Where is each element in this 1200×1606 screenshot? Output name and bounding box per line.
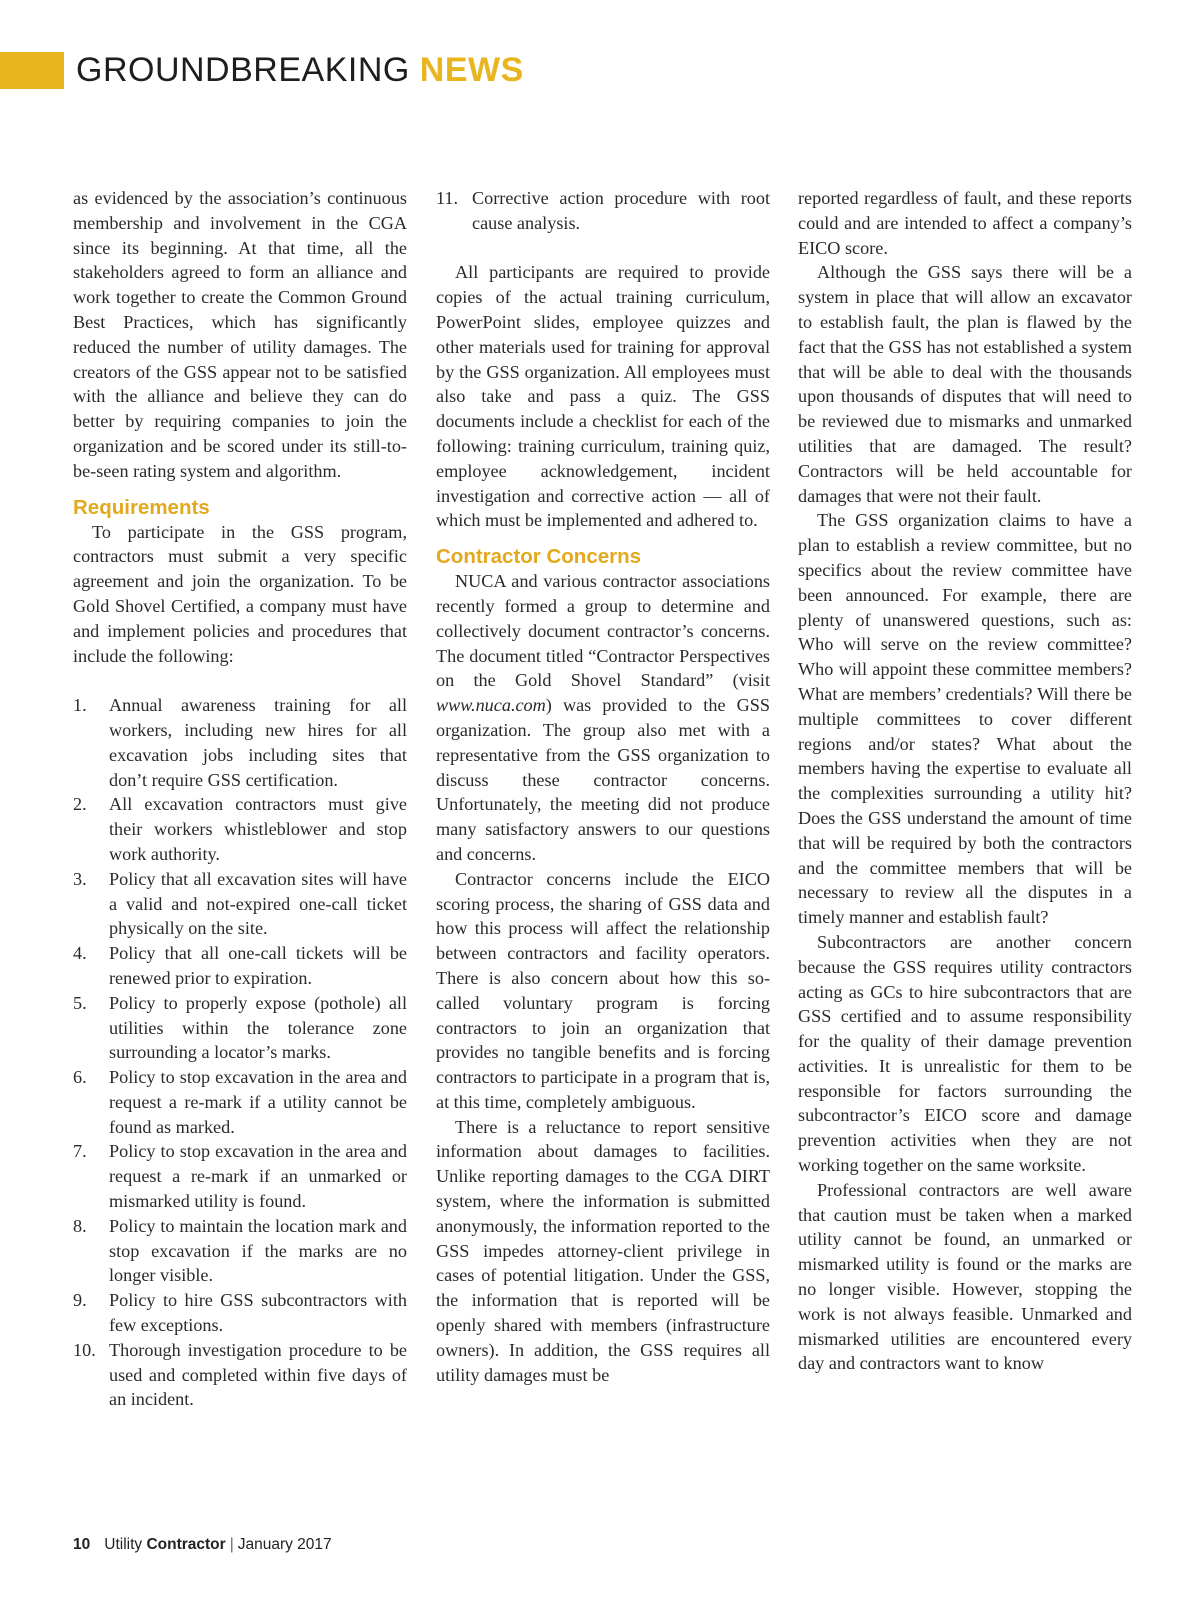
list-item: 8. Policy to maintain the location mark and stop excavation if the marks are no longer visible. bbox=[73, 1215, 407, 1286]
paragraph: Contractor concerns include the EICO scoring process, the sharing of GSS data and how this process will affect the relationship between contractors and facility operators. There is also concern about how this so-called voluntary program is forcing contractors to join an organization that provides no tangible benefits and is forcing contractors to participate in a program that is, at this time, completely ambiguous. bbox=[436, 868, 770, 1112]
heading-contractor-concerns: Contractor Concerns bbox=[436, 545, 642, 569]
paragraph: Although the GSS says there will be a system in place that will allow an excavator to establish fault, the plan is flawed by the fact that the GSS has not established a system that will be able to deal with the thousands upon thousands of disputes that will need to be reviewed due to mismarks and unmarked utilities that are damaged. The result? Contractors will be held accountable for damages that were not their fault. bbox=[798, 262, 1132, 506]
paragraph: Subcontractors are another concern because the GSS requires utility contractors acting as GCs to hire subcontractors that are GSS certified and to assume responsibility for the quality of their damage prevention activities. It is unrealistic for them to be responsible for factors surrounding the subcontractor’s EICO score and damage prevention activities when they are not working together on the same worksite. bbox=[798, 931, 1132, 1176]
nuca-link[interactable]: www.nuca.com bbox=[436, 695, 546, 716]
column-3 bbox=[798, 186, 1132, 1376]
column-1 bbox=[73, 186, 407, 1412]
banner-accent-bar bbox=[0, 52, 64, 89]
banner-word-groundbreaking: GROUNDBREAKING bbox=[76, 51, 410, 89]
list-item: 11. Corrective action procedure with root cause analysis. bbox=[436, 188, 770, 233]
section-banner bbox=[76, 50, 524, 90]
paragraph: NUCA and various contractor associations recently formed a group to determine and collectively document contractor’s concerns. The document titled “Contractor Perspectives on the Gold Shovel Standard” (visit www.nuca.com) was provided to the GSS organization. The group also met with a representative from the GSS organization to discuss these contractor concerns. Unfortunately, the meeting did not produce many satisfactory answers to our questions and concerns. bbox=[436, 571, 770, 864]
list-item: 5. Policy to properly expose (pothole) all utilities within the tolerance zone surrounding a locator’s marks. bbox=[73, 992, 407, 1063]
page-footer: 10 Utility Contractor | January 2017 bbox=[73, 1536, 332, 1553]
list-item: 10. Thorough investigation procedure to be used and completed within five days of an incident. bbox=[73, 1339, 407, 1410]
paragraph: as evidenced by the association’s continuous membership and involvement in the CGA since its beginning. At that time, all the stakeholders agreed to form an alliance and work together to create the Common Ground Best Practices, which has significantly reduced the number of utility damages. The creators of the GSS appear not to be satisfied with the alliance and believe they can do better by requiring companies to join the organization and be scored under its still-to-be-seen rating system and algorithm. bbox=[73, 188, 407, 481]
paragraph: There is a reluctance to report sensitive information about damages to facilities. Unlike reporting damages to the CGA DIRT system, where the information is submitted anonymously, the information reported to the GSS impedes attorney-client privilege in cases of potential litigation. Under the GSS, the information that is reported will be openly shared with members (infrastructure owners). In addition, the GSS requires all utility damages must be bbox=[436, 1116, 770, 1385]
paragraph: To participate in the GSS program, contractors must submit a very specific agreement and join the organization. To be Gold Shovel Certified, a company must have and implement policies and procedures that include the following: bbox=[73, 521, 407, 666]
column-2 bbox=[436, 186, 770, 1387]
list-item: 1. Annual awareness training for all workers, including new hires for all excavation jobs including sites that don’t require GSS certification. bbox=[73, 695, 407, 790]
list-item: 4. Policy that all one-call tickets will be renewed prior to expiration. bbox=[73, 943, 407, 988]
list-item: 9. Policy to hire GSS subcontractors with few exceptions. bbox=[73, 1290, 407, 1336]
list-item: 3. Policy that all excavation sites will have a valid and not-expired one-call ticket physically on the site. bbox=[73, 868, 407, 939]
list-item: 2. All excavation contractors must give their workers whistleblower and stop work authority. bbox=[73, 794, 407, 864]
requirements-list-continued bbox=[436, 186, 770, 236]
issue-date: January 2017 bbox=[237, 1536, 332, 1553]
paragraph: reported regardless of fault, and these reports could and are intended to affect a company’s EICO score. bbox=[798, 188, 1132, 258]
banner-word-news: NEWS bbox=[419, 51, 524, 89]
heading-requirements: Requirements bbox=[73, 495, 210, 519]
requirements-list bbox=[73, 693, 407, 1412]
list-item: 6. Policy to stop excavation in the area and request a re-mark if a utility cannot be found as marked. bbox=[73, 1067, 407, 1137]
page-number: 10 bbox=[73, 1536, 91, 1553]
paragraph: All participants are required to provide copies of the actual training curriculum, PowerPoint slides, employee quizzes and other materials used for training for approval by the GSS organization. All employees must also take and pass a quiz. The GSS documents include a checklist for each of the following: training curriculum, training quiz, employee acknowledgement, incident investigation and corrective action — all of which must be implemented and adhered to. bbox=[436, 262, 770, 531]
list-item: 7. Policy to stop excavation in the area and request a re-mark if an unmarked or mismarked utility is found. bbox=[73, 1141, 407, 1212]
paragraph: Professional contractors are well aware that caution must be taken when a marked utility cannot be found, an unmarked or mismarked utility is found or the marks are no longer visible. However, stopping the work is not always feasible. Unmarked and mismarked utilities are encountered every day and contractors want to know bbox=[798, 1179, 1132, 1374]
magazine-name: Utility Contractor bbox=[104, 1536, 226, 1553]
paragraph: The GSS organization claims to have a plan to establish a review committee, but no specifics about the review committee have been announced. For example, there are plenty of unanswered questions, such as: Who will serve on the review committee? Who will appoint these committee members? What are members’ credentials? Will there be multiple committees to cover different regions and/or states? What about the members having the expertise to evaluate all the complexities surrounding a utility hit? Does the GSS understand the amount of time that will be required by both the contractors and the committee members that will be necessary to review all the disputes in a timely manner and establish fault? bbox=[798, 510, 1132, 928]
